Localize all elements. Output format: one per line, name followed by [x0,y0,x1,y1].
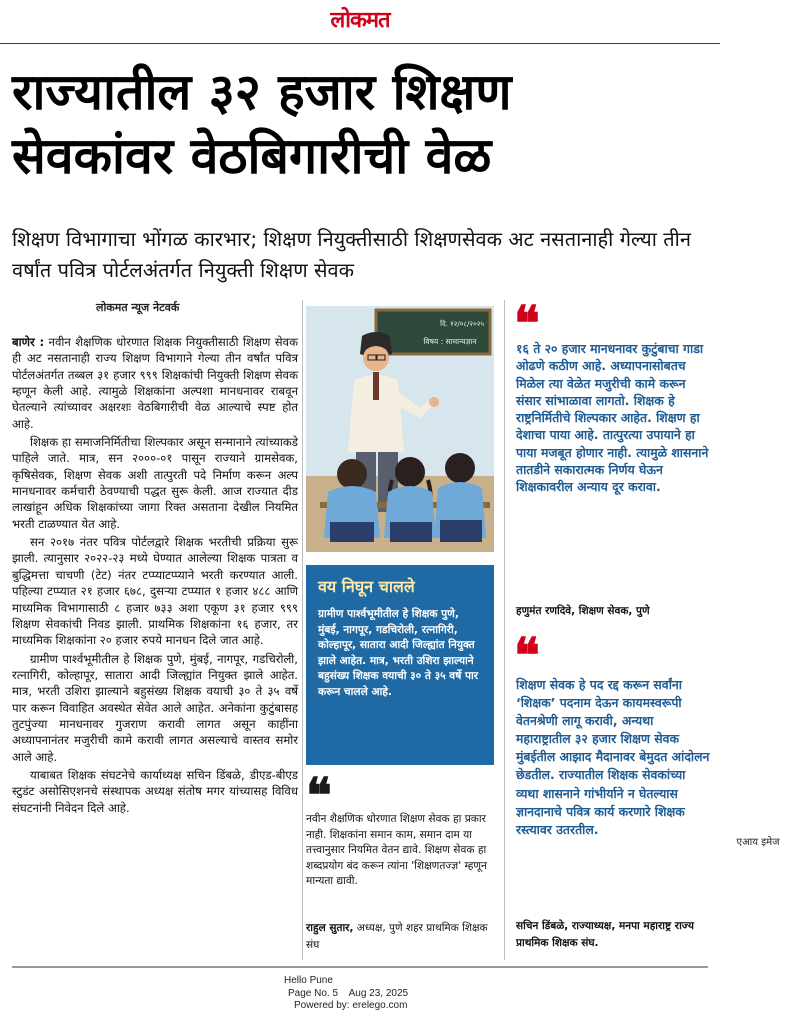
board-subject: विषय : सामान्यज्ञान [423,337,477,346]
page-divider [12,966,708,968]
pull-quote-text: शिक्षण सेवक हे पद रद्द करून सर्वांना ‘शिक्षक’ पदनाम देऊन कायमस्वरूपी वेतनश्रेणी लागू करावी, अन्यथा महाराष्ट्रातील ३२ हजार शिक्षण सेवक मुंबईतील आझाद मैदानावर बेमुदत आंदोलन छेडतील. राज्यातील शिक्षक सेवकांच्या व्यथा शासनाने गांभीर्याने न घेतल्यास ज्ञानदानाचे पवित्र कार्य करणारे शिक्षक रस्त्यावर उतरतील. [516,677,710,837]
article-paragraph: बाणेर : नवीन शैक्षणिक धोरणात शिक्षक नियुक्तीसाठी शिक्षण सेवक ही अट नसतानाही राज्य शिक्षण विभागाने गेल्या तीन वर्षांत पवित्र पोर्टलअंतर्गत तब्बल ३१ हजार ९९९ शिक्षकांची नियुक्ती शिक्षण सेवक म्हणून केली आहे. त्यामुळे शिक्षकांना अल्पशा मानधनावर राबवून घेतल्याने त्यांच्यावर अक्षरशः वेठबिगारीची वेळ आल्याचे स्पष्ट होत आहे. [12,335,298,431]
quote-mark-icon: ❝ [514,296,540,352]
quote-author-name: हणुमंत रणदिवे, [516,605,576,617]
pull-quote-credit [516,604,712,618]
powered-by[interactable]: Powered by: erelego.com [294,1000,408,1011]
quote-mark-icon: ❝ [306,768,332,824]
info-box [306,565,494,765]
quote-author-role: शिक्षण सेवक, पुणे [575,605,650,617]
subheadline: शिक्षण विभागाचा भोंगळ कारभार; शिक्षण नियुक्तीसाठी शिक्षणसेवक अट नसतानाही गेल्या तीन वर्षांत पवित्र पोर्टलअंतर्गत नियुक्ती शिक्षण सेवक [12,227,691,282]
edition-name: Hello Pune [284,975,333,986]
info-box-text: ग्रामीण पार्श्वभूमीतील हे शिक्षक पुणे, मुंबई, नागपूर, गडचिरोली, रत्नागिरी, कोल्हापूर, सातारा आदी जिल्ह्यांत नियुक्त झाले आहेत. मात्र, भरती उशिरा झाल्याने बहुसंख्य शिक्षक वयाची ३० ते ३५ वर्षे पार करून चालले आहे. [318,608,479,698]
article-paragraph: सन २०१७ नंतर पवित्र पोर्टलद्वारे शिक्षक भरतीची प्रक्रिया सुरू झाली. त्यानुसार २०२२-२३ मध्ये घेण्यात आलेल्या शिक्षक पात्रता व बुद्धिमत्ता चाचणी (टेट) नंतर टप्प्याटप्प्याने भरती करण्यात आली. पहिल्या टप्प्यात २१ हजार ६७८, दुसऱ्या टप्प्यात १ हजार ४८८ आणि माध्यमिक विभागासाठी ८ हजार ७३३ अशा एकूण ३१ हजार ९९९ शिक्षण सेवकांची निवड झाली. प्राथमिक शिक्षकांना १६ हजार, तर माध्यमिक शिक्षकांना २० हजार रुपये मानधन दिले जात आहे. [12,535,298,648]
pull-quote-text: नवीन शैक्षणिक धोरणात शिक्षण सेवक हा प्रकार नाही. शिक्षकांना समान काम, समान दाम या तत्त्वानुसार नियमित वेतन द्यावे. शिक्षण सेवक हा शब्दप्रयोग बंद करून त्यांना 'शिक्षणतज्ज्ञ' म्हणून मान्यता द्यावी. [306,813,487,887]
pull-quote-credit [516,918,712,952]
quote-author-name: राहुल सुतार, [306,922,354,934]
masthead [0,0,720,44]
column-divider [504,300,505,960]
article-paragraph: ग्रामीण पार्श्वभूमीतील हे शिक्षक पुणे, मुंबई, नागपूर, गडचिरोली, रत्नागिरी, कोल्हापूर, सातारा आदी जिल्ह्यांत नियुक्त झाले आहेत. मात्र, भरती उशिरा झाल्याने बहुसंख्य शिक्षक वयाची ३० ते ३५ वर्षे पार करून विवाहित अवस्थेत सेवेत आले आहेत. अनेकांना कुटुंबासह तुटपुंज्या मानधनावर गुजराण करावी लागत असून काहींना अध्यापनानंतर मजुरीची कामे करावी लागत असल्याचे वास्तव समोर आले आहे. [12,651,298,764]
board-date: दि. १२/०८/२०२५ [440,320,484,328]
info-box-title: वय निघून चालले [318,577,415,596]
quote-author-role: राज्याध्यक्ष, मनपा महाराष्ट्र राज्य प्राथमिक शिक्षक संघ. [516,920,694,949]
headline-line-2: सेवकांवर वेठबिगारीची वेळ [12,127,492,185]
image-caption: एआय इमेज [720,834,796,852]
pull-quote-text: १६ ते २० हजार मानधनावर कुटुंबाचा गाडा ओढणे कठीण आहे. अध्यापनासोबतच मिळेल त्या वेळेत मजुरीची कामे करून संसार सांभाळावा लागतो. शिक्षक हे राष्ट्रनिर्मितीचे शिल्पकार आहेत. शिक्षण हा देशाचा पाया आहे. तात्पुरत्या उपायाने हा पाया मजबूत होणार नाही. त्यामुळे शासनाने तातडीने सकारात्मक निर्णय घेऊन शिक्षकावरील अन्याय दूर करावा. [516,341,709,495]
quote-author-role: अध्यक्ष, पुणे शहर प्राथमिक शिक्षक संघ [306,922,488,951]
classroom-illustration-art [306,306,494,552]
headline [12,60,712,188]
page-info: Page No. 5 Aug 23, 2025 [288,987,409,999]
quote-mark-icon: ❝ [514,628,540,684]
dateline: बाणेर : [12,335,45,349]
column-divider [302,300,303,960]
headline-line-1: राज्यातील ३२ हजार शिक्षण [12,63,512,121]
page-footer [240,975,480,1013]
byline: लोकमत न्यूज नेटवर्क [96,301,180,314]
article-paragraph: शिक्षक हा समाजनिर्मितीचा शिल्पकार असून सन्मानाने त्यांच्याकडे पाहिले जाते. मात्र, सन २०००-०१ पासून राज्याने ग्रामसेवक, कृषिसेवक, शिक्षण सेवक अशी तात्पुरती पदे निर्माण करून अल्प मानधनावर कर्मचारी ठेवण्याची पद्धत सुरू केली. आज राज्यात दीड लाखांहून अधिक शिक्षकांच्या जागा रिक्त असताना देखील नियमित भरती टाळण्यात येत आहे. [12,435,298,531]
quote-author-name: सचिन डिंबळे, [516,920,569,932]
newspaper-logo: लोकमत [330,7,390,33]
article-paragraph: याबाबत शिक्षक संघटनेचे कार्याध्यक्ष सचिन डिंबळे, डीएड-बीएड स्टुडंट असोसिएशनचे संस्थापक अध्यक्ष संतोष मगर यांच्यासह विविध संघटनांनी निवेदन दिले आहे. [12,767,298,815]
pull-quote-credit [306,920,496,954]
article-body [12,334,298,818]
